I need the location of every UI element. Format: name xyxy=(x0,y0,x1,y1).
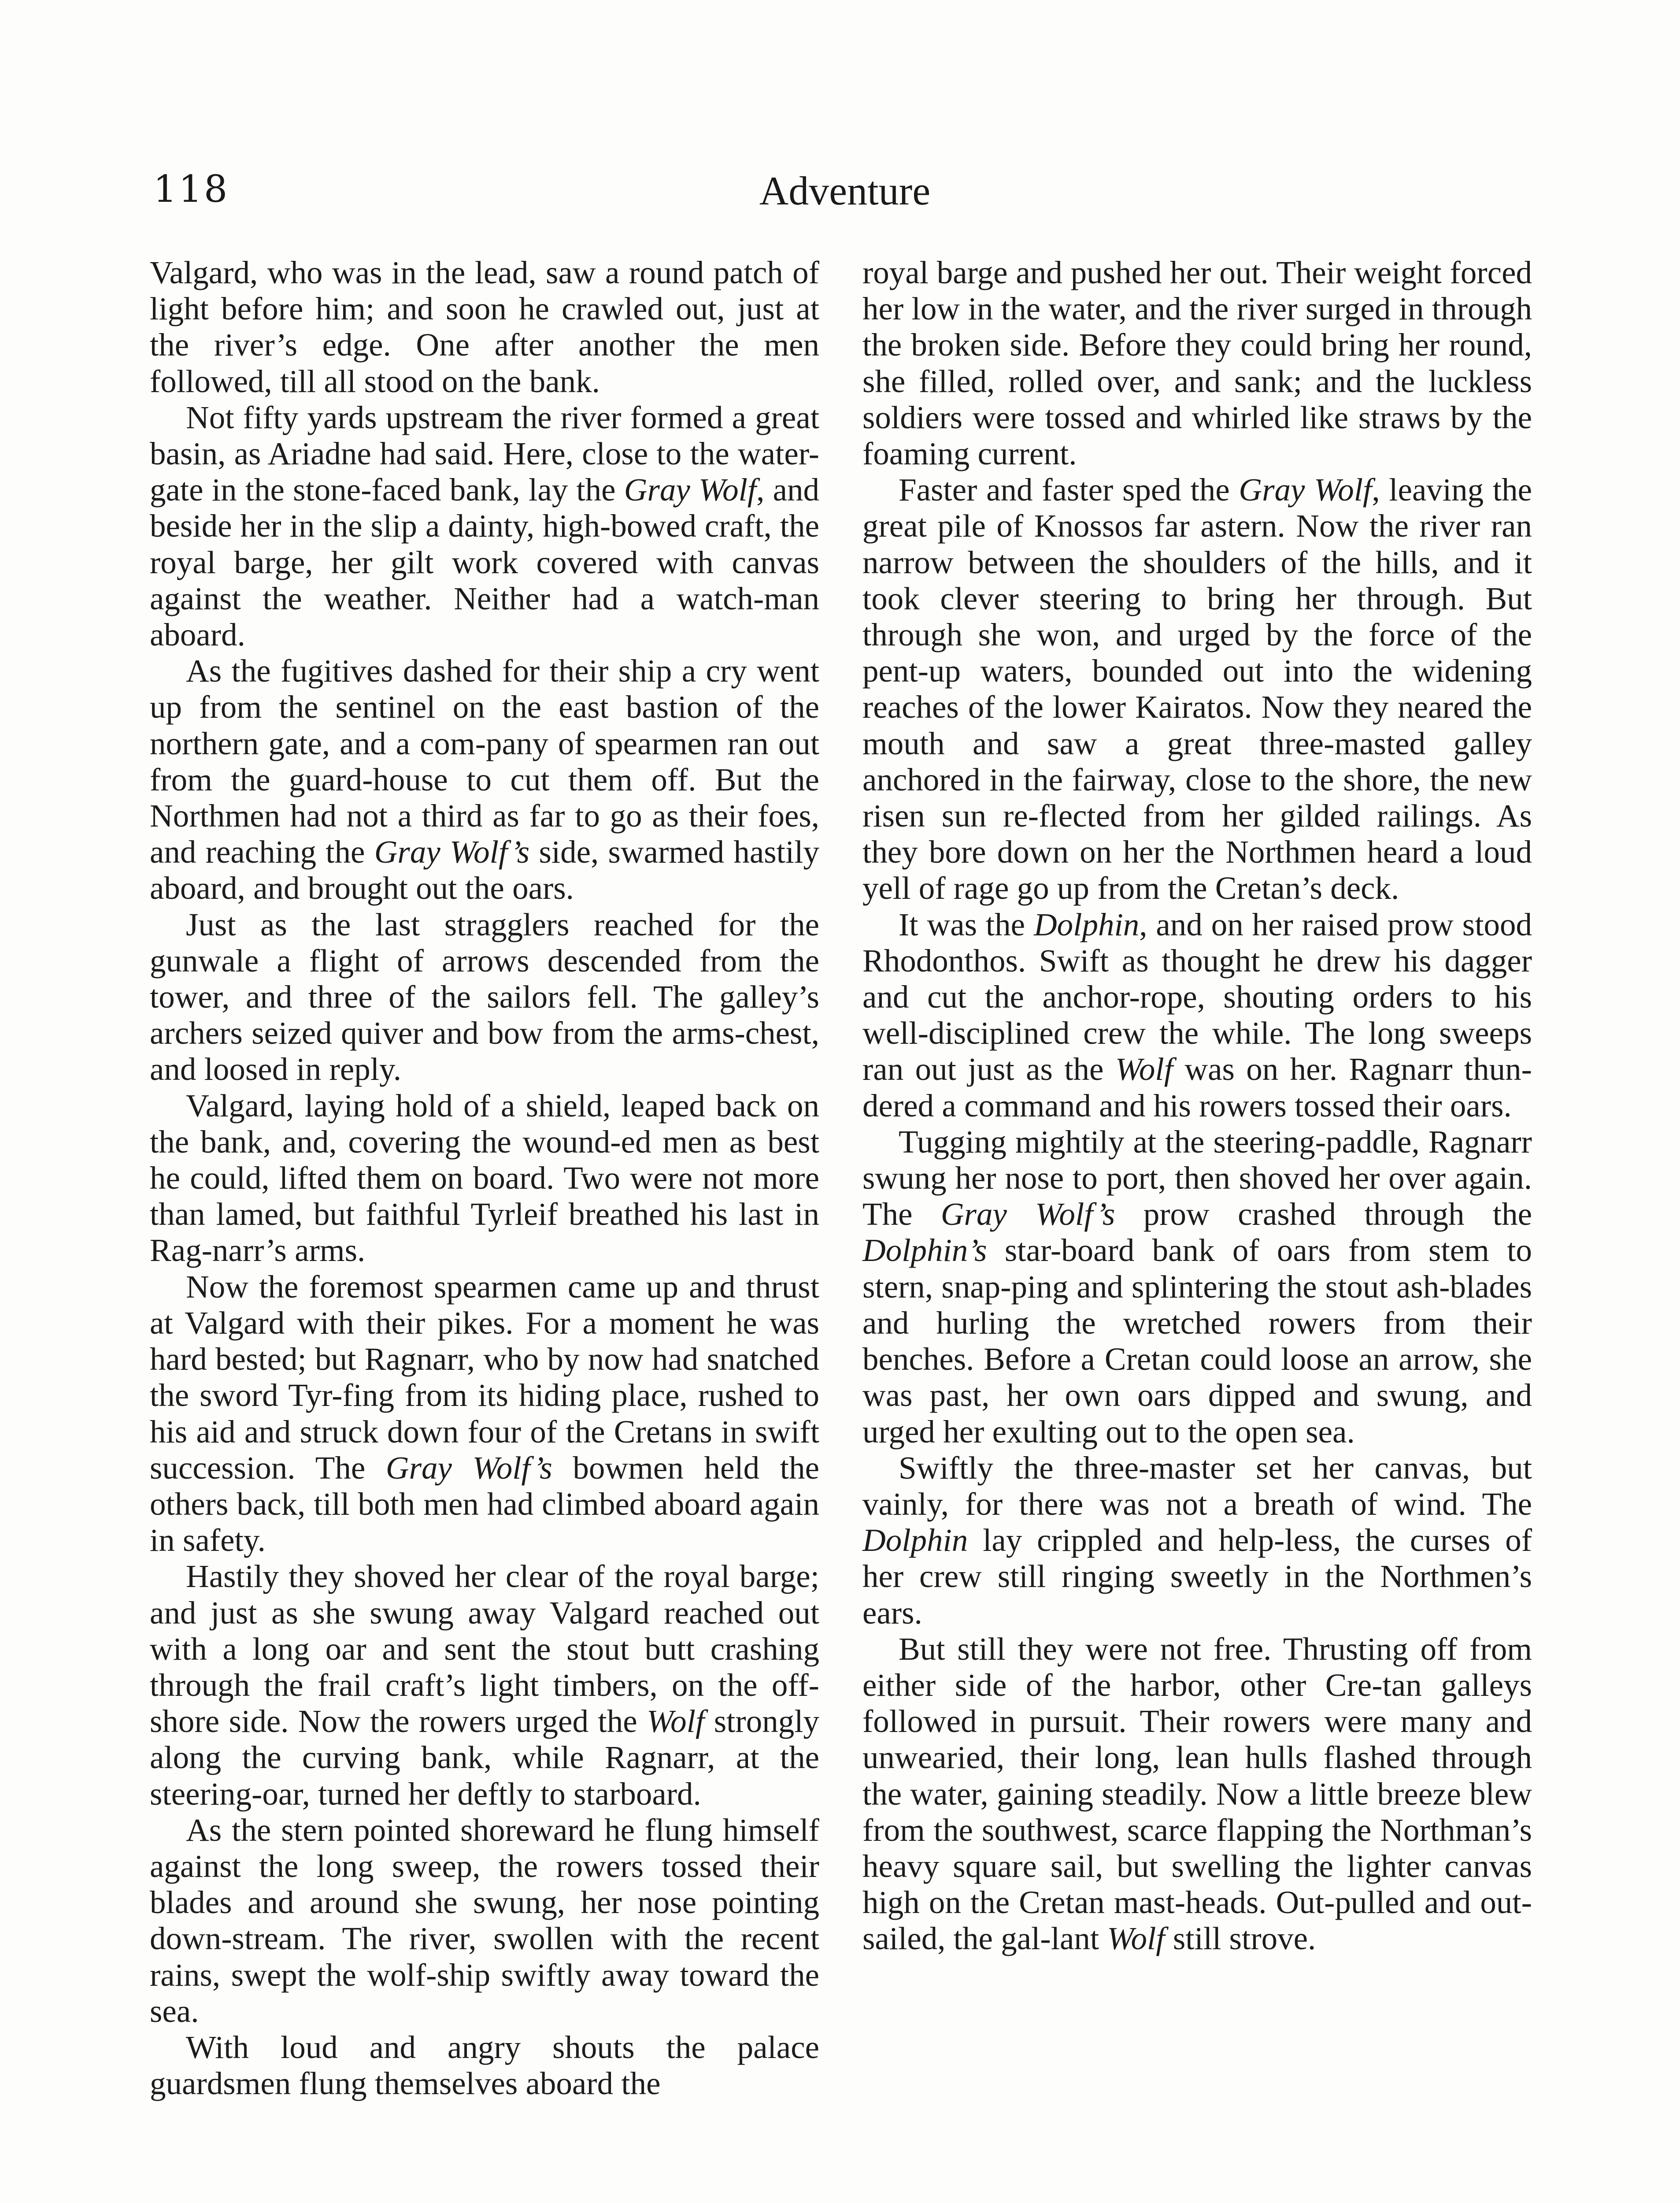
italic-name: Wolf xyxy=(1115,1051,1173,1087)
paragraph-text: lay crippled and help-less, the curses of her crew still ringing sweetly in the Northmen’s ears. xyxy=(862,1522,1532,1631)
right-text-column xyxy=(862,255,1532,1957)
paragraph-text: was on her. Ragnarr thun-dered a command and his rowers tossed their oars. xyxy=(862,1051,1532,1124)
left-text-column xyxy=(150,255,819,2102)
paragraph xyxy=(150,255,819,400)
paragraph-text: Just as the last stragglers reached for the gunwale a flight of arrows descended from the tower, and three of the sailors fell. The galley’s archers seized quiver and bow from the arms-chest, and loosed in reply. xyxy=(150,906,819,1087)
paragraph-text: side, swarmed hastily aboard, and brought out the oars. xyxy=(150,834,819,906)
paragraph xyxy=(862,472,1532,906)
paragraph xyxy=(150,1088,819,1269)
paragraph-text: star-board bank of oars from stem to stern, snap-ping and splintering the stout ash-blades and hurling the wretched rowers from their benches. Before a Cretan could loose an arrow, she was past, her own oars dipped and swung, and urged her exulting out to the open sea. xyxy=(862,1232,1532,1450)
paragraph-text: Swiftly the three-master set her canvas, but vainly, for there was not a breath of wind. The xyxy=(862,1450,1532,1522)
paragraph-text: , and beside her in the slip a dainty, high-bowed craft, the royal barge, her gilt work covered with canvas against the weather. Neither had a watch-man aboard. xyxy=(150,472,819,653)
page-header xyxy=(153,167,1536,225)
paragraph-text: bowmen held the others back, till both men had climbed aboard again in safety. xyxy=(150,1450,819,1558)
italic-name: Wolf xyxy=(647,1703,705,1739)
paragraph xyxy=(862,1124,1532,1450)
italic-name: Gray Wolf xyxy=(1239,472,1372,508)
paragraph xyxy=(150,653,819,906)
paragraph-text: With loud and angry shouts the palace guardsmen flung themselves aboard the xyxy=(150,2029,819,2102)
paragraph-text: It was the xyxy=(899,906,1034,942)
running-title: Adventure xyxy=(759,168,931,213)
paragraph-text: As the fugitives dashed for their ship a cry went up from the sentinel on the east bastion of the northern gate, and a com-pany of spearmen ran out from the guard-house to cut them off. But the Northmen had not a third as far to go as their foes, and reaching the xyxy=(150,653,819,870)
paragraph xyxy=(862,255,1532,472)
paragraph xyxy=(150,1269,819,1559)
paragraph xyxy=(862,907,1532,1124)
paragraph-text: Valgard, who was in the lead, saw a round patch of light before him; and soon he crawled out, just at the river’s edge. One after another the men followed, till all stood on the bank. xyxy=(150,255,819,399)
paragraph xyxy=(150,2029,819,2102)
italic-name: Dolphin xyxy=(1033,906,1140,942)
paragraph-text: Now the foremost spearmen came up and thrust at Valgard with their pikes. For a moment he was hard bested; but Ragnarr, who by now had snatched the sword Tyr-fing from its hiding place, rushed to his aid and struck down four of the Cretans in swift succession. The xyxy=(150,1268,819,1486)
paragraph-text: , and on her raised prow stood Rhodonthos. Swift as thought he drew his dagger and cut the anchor-rope, shouting orders to his well-disciplined crew the while. The long sweeps ran out just as the xyxy=(862,906,1532,1087)
paragraph-text: Not fifty yards upstream the river formed a great basin, as Ariadne had said. Here, close to the water-gate in the stone-faced bank, lay the xyxy=(150,399,819,508)
italic-name: Gray Wolf xyxy=(624,472,757,508)
paragraph-text: prow crashed through the xyxy=(1115,1196,1532,1232)
italic-name: Dolphin xyxy=(862,1522,968,1558)
paragraph-text: Faster and faster sped the xyxy=(899,472,1239,508)
paragraph xyxy=(150,1558,819,1812)
italic-name: Dolphin’s xyxy=(862,1232,987,1268)
paragraph-text: Hastily they shoved her clear of the royal barge; and just as she swung away Valgard reached out with a long oar and sent the stout butt crashing through the frail craft’s light timbers, on the off-shore side. Now the rowers urged the xyxy=(150,1558,819,1739)
paragraph-text: Tugging mightily at the steering-paddle, Ragnarr swung her nose to port, then shoved her over again. The xyxy=(862,1124,1532,1232)
page-number: 118 xyxy=(153,167,229,211)
italic-name: Gray Wolf’s xyxy=(940,1196,1115,1232)
paragraph xyxy=(862,1631,1532,1957)
paragraph xyxy=(150,907,819,1088)
paragraph-text: royal barge and pushed her out. Their weight forced her low in the water, and the river surged in through the broken side. Before they could bring her round, she filled, rolled over, and sank; and the luckless soldiers were tossed and whirled like straws by the foaming current. xyxy=(862,255,1532,472)
italic-name: Gray Wolf’s xyxy=(385,1450,552,1486)
paragraph xyxy=(150,400,819,653)
paragraph-text: As the stern pointed shoreward he flung himself against the long sweep, the rowers tossed their blades and around she swung, her nose pointing down-stream. The river, swollen with the recent rains, swept the wolf-ship swiftly away toward the sea. xyxy=(150,1812,819,2029)
paragraph-text: strongly along the curving bank, while Ragnarr, at the steering-oar, turned her deftly to starboard. xyxy=(150,1703,819,1812)
paragraph-text: still strove. xyxy=(1165,1921,1316,1957)
paragraph xyxy=(862,1450,1532,1631)
italic-name: Gray Wolf’s xyxy=(374,834,530,870)
paragraph-text: Valgard, laying hold of a shield, leaped back on the bank, and, covering the wound-ed men as best he could, lifted them on board. Two were not more than lamed, but faithful Tyrleif breathed his last in Rag-narr’s arms. xyxy=(150,1087,819,1268)
paragraph xyxy=(150,1812,819,2029)
paragraph-text: But still they were not free. Thrusting off from either side of the harbor, other Cre-tan galleys followed in pursuit. Their rowers were many and unwearied, their long, lean hulls flashed through the water, gaining steadily. Now a little breeze blew from the southwest, scarce flapping the Northman’s heavy square sail, but swelling the lighter canvas high on the Cretan mast-heads. Out-pulled and out-sailed, the gal-lant xyxy=(862,1631,1532,1957)
paragraph-text: , leaving the great pile of Knossos far astern. Now the river ran narrow between the shoulders of the hills, and it took clever steering to bring her through. But through she won, and urged by the force of the pent-up waters, bounded out into the widening reaches of the lower Kairatos. Now they neared the mouth and saw a great three-masted galley anchored in the fairway, close to the shore, the new risen sun re-flected from her gilded railings. As they bore down on her the Northmen heard a loud yell of rage go up from the Cretan’s deck. xyxy=(862,472,1532,906)
italic-name: Wolf xyxy=(1107,1921,1165,1957)
